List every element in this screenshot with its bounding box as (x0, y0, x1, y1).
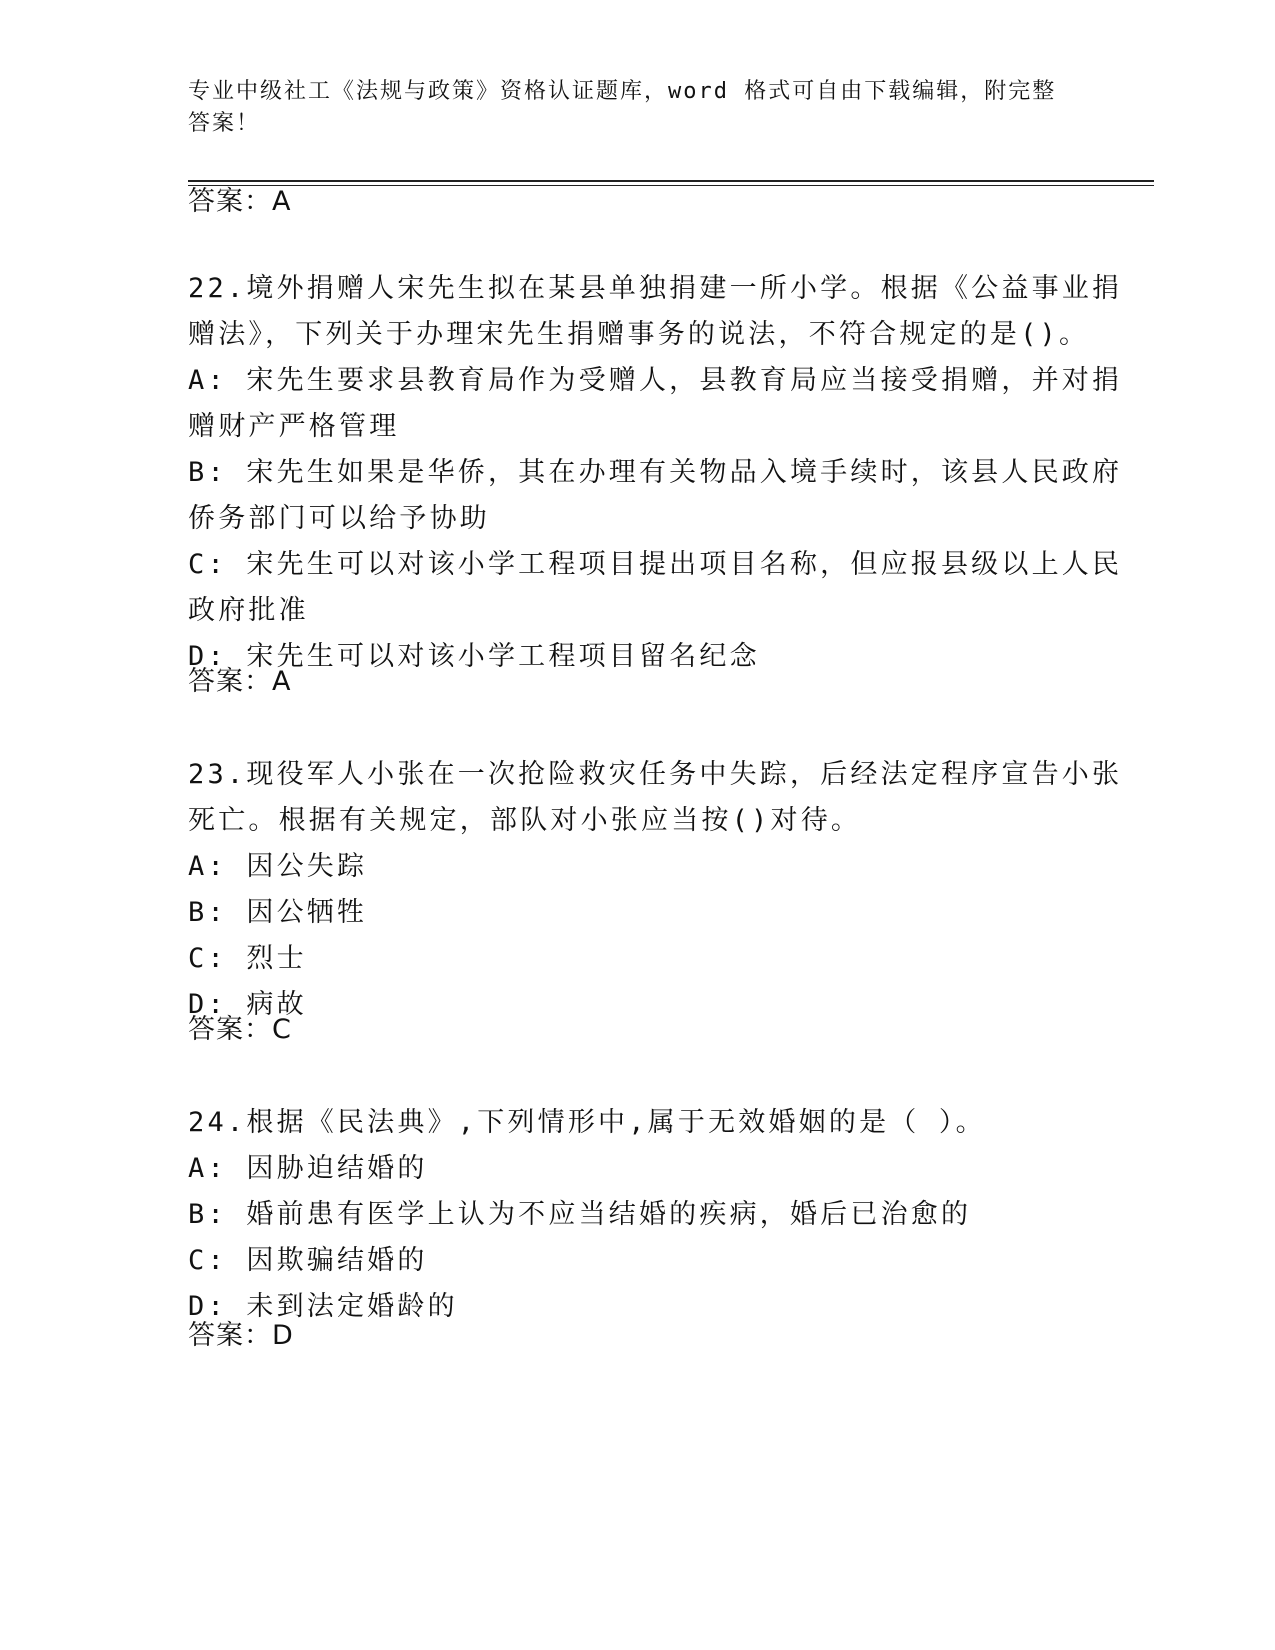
answer-line: 答案：C (188, 1014, 292, 1045)
option-b: B: 因公牺牲 (188, 897, 368, 928)
question-24 (188, 1100, 1088, 1330)
header-divider-thin (188, 185, 1154, 186)
question-23 (188, 752, 1123, 1028)
header-line-1: 专业中级社工《法规与政策》资格认证题库，word 格式可自由下载编辑，附完整 (188, 79, 1057, 104)
option-d: D: 病故 (188, 989, 307, 1020)
option-c-cont: 政府批准 (188, 595, 309, 626)
option-a-cont: 赠财产严格管理 (188, 411, 400, 442)
option-b: B: 宋先生如果是华侨，其在办理有关物品入境手续时，该县人民政府 (188, 457, 1123, 488)
page-header (188, 76, 1078, 140)
option-a: A: 因公失踪 (188, 851, 368, 882)
option-c: C: 烈士 (188, 943, 307, 974)
answer-line: 答案：D (188, 1320, 294, 1351)
question-text-line: 死亡。根据有关规定，部队对小张应当按()对待。 (188, 805, 862, 836)
answer-line: 答案：A (188, 186, 292, 217)
question-text-line: 24.根据《民法典》,下列情形中,属于无效婚姻的是（ ）。 (188, 1107, 986, 1138)
question-22 (188, 266, 1123, 680)
question-text-line: 赠法》，下列关于办理宋先生捐赠事务的说法，不符合规定的是()。 (188, 319, 1090, 350)
question-text-line: 23.现役军人小张在一次抢险救灾任务中失踪，后经法定程序宣告小张 (188, 759, 1123, 790)
header-line-2: 答案！ (188, 111, 261, 136)
option-c: C: 宋先生可以对该小学工程项目提出项目名称，但应报县级以上人民 (188, 549, 1123, 580)
option-d: D: 未到法定婚龄的 (188, 1291, 458, 1322)
header-divider-thick (188, 180, 1154, 182)
option-a: A: 宋先生要求县教育局作为受赠人，县教育局应当接受捐赠，并对捐 (188, 365, 1123, 396)
option-c: C: 因欺骗结婚的 (188, 1245, 428, 1276)
option-b-cont: 侨务部门可以给予协助 (188, 503, 490, 534)
option-b: B: 婚前患有医学上认为不应当结婚的疾病，婚后已治愈的 (188, 1199, 972, 1230)
option-a: A: 因胁迫结婚的 (188, 1153, 428, 1184)
question-text-line: 22.境外捐赠人宋先生拟在某县单独捐建一所小学。根据《公益事业捐 (188, 273, 1123, 304)
option-d: D: 宋先生可以对该小学工程项目留名纪念 (188, 641, 760, 672)
answer-line: 答案：A (188, 666, 292, 697)
